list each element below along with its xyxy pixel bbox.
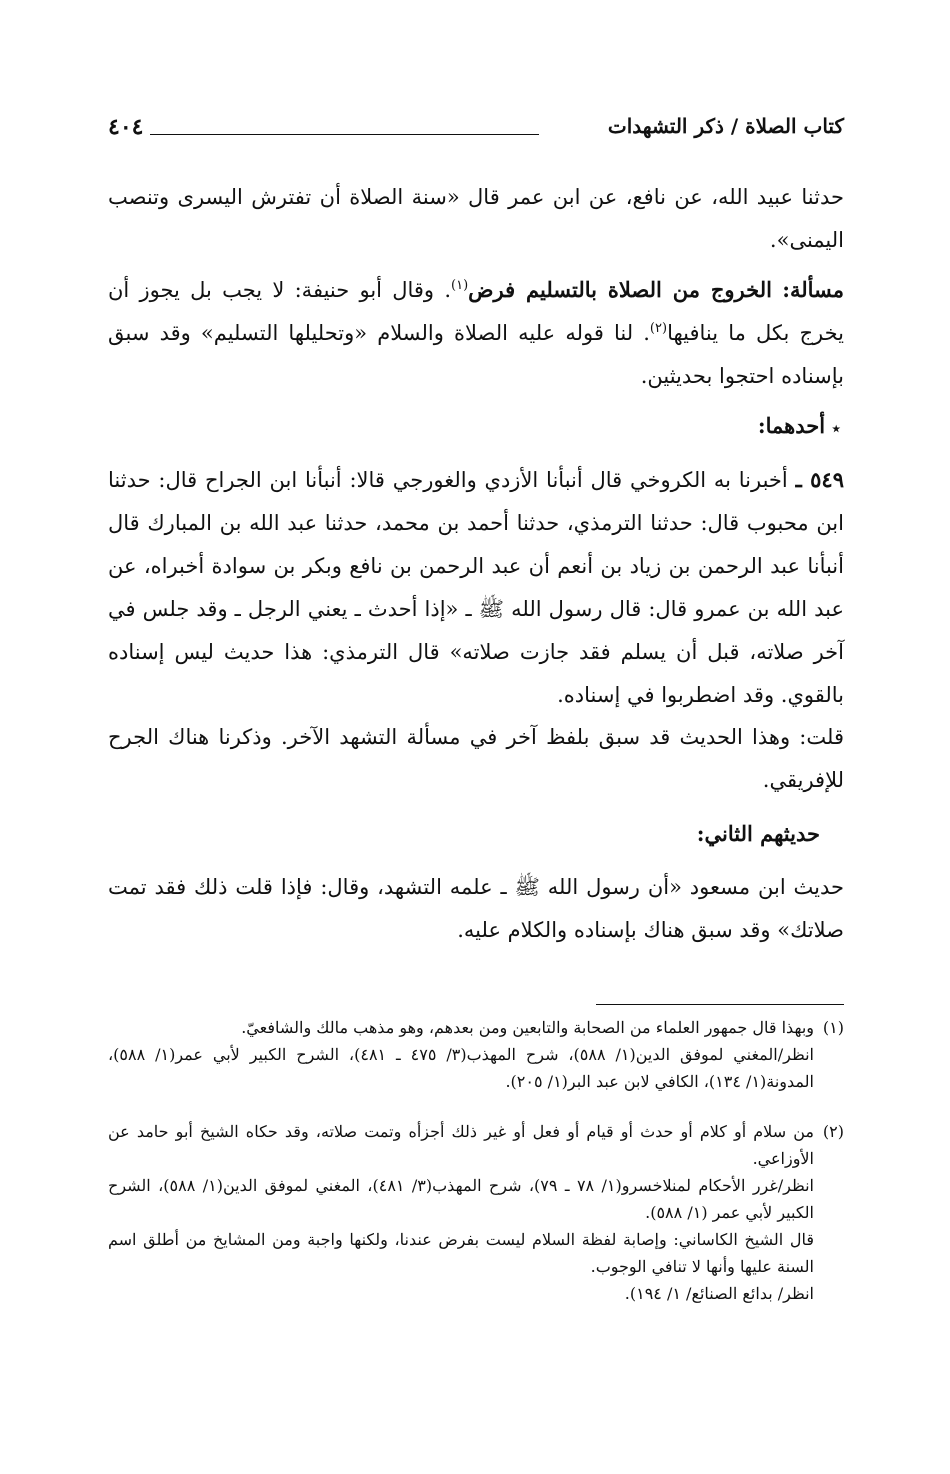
hadith-number: ٥٤٩ ـ: [795, 467, 844, 492]
footnote-1-number: (١): [822, 1018, 844, 1037]
issue-label: مسألة:: [782, 277, 844, 302]
paragraph-issue: [108, 268, 844, 398]
subheading-first-text: أحدهما:: [757, 413, 826, 438]
issue-statement: الخروج من الصلاة بالتسليم فرض: [468, 277, 772, 302]
footnote-2-line-2: انظر/غرر الأحكام لمنلاخسرو(١/ ٧٨ ـ ٧٩)، شرح المهذب(٣/ ٤٨١)، المغني لموفق الدين(١/ ٥٨٨)، الشرح الكبير لأبي عمر (١/ ٥٨٨).: [108, 1176, 814, 1222]
header-rule: [150, 134, 539, 135]
footnote-1-line-1: وبهذا قال جمهور العلماء من الصحابة والتابعين ومن بعدهم، وهو مذهب مالك والشافعيّ.: [241, 1018, 814, 1037]
footnote-1-line-2: انظر/المغني لموفق الدين(١/ ٥٨٨)، شرح المهذب(٣/ ٤٧٥ ـ ٤٨١)، الشرح الكبير لأبي عمر(١/ ٥٨٨)، المدونة(١/ ١٣٤)، الكافي لابن عبد البر(١/ ٢٠٥).: [108, 1045, 814, 1091]
paragraph-ibn-masud: حديث ابن مسعود «أن رسول الله ﷺ ـ علمه التشهد، وقال: فإذا قلت ذلك فقد تمت صلاتك» وقد سبق هناك بإسناده والكلام عليه.: [108, 875, 844, 942]
footnote-ref-2[interactable]: (٢): [649, 321, 668, 336]
issue-text-a: . وقال أبو حنيفة: لا يجب بل يجوز أن يخرج بكل ما ينافيها: [108, 278, 844, 345]
paragraph-qultu: قلت: وهذا الحديث قد سبق بلفظ آخر في مسألة التشهد الآخر. وذكرنا هناك الجرح للإفريقي.: [108, 725, 844, 792]
hadith-549: [108, 458, 844, 717]
footnote-2-number: (٢): [822, 1122, 844, 1141]
hadith-text: أخبرنا به الكروخي قال أنبأنا الأزدي والغورجي قالا: أنبأنا ابن الجراح قال: حدثنا ابن محبوب قال: حدثنا الترمذي، حدثنا أحمد بن محمد، حدثنا عبد الله بن المبارك قال أنبأنا عبد الرحمن بن زياد بن أنعم أن عبد الرحمن بن نافع وبكر بن سوادة أخبراه، عن عبد الله بن عمرو قال: قال رسول الله ﷺ ـ «إذا أحدث ـ يعني الرجل ـ وقد جلس في آخر صلاته، قبل أن يسلم فقد جازت صلاته» قال الترمذي: هذا حديث ليس إسناده بالقوي. وقد اضطربوا في إسناده.: [108, 468, 844, 707]
paragraph-1: حدثنا عبيد الله، عن نافع، عن ابن عمر قال «سنة الصلاة أن تفترش اليسرى وتنصب اليمنى».: [108, 185, 844, 252]
star-marker: ٭: [832, 421, 840, 437]
footnote-2-line-4: انظر/ بدائع الصنائع/ ١/ ١٩٤).: [624, 1284, 814, 1303]
footnote-2-line-3: قال الشيخ الكاساني: وإصابة لفظة السلام ليست بفرض عندنا، ولكنها واجبة ومن المشايخ من أطلق اسم السنة عليها وأنها لا تنافي الوجوب.: [108, 1230, 814, 1276]
page-header: [108, 112, 844, 148]
issue-text-b: . لنا قوله عليه الصلاة والسلام «وتحليلها التسليم» وقد سبق بإسناده احتجوا بحديثين.: [108, 321, 844, 388]
footnote-1: [108, 1014, 844, 1095]
header-title: كتاب الصلاة / ذكر التشهدات: [607, 114, 844, 138]
footnote-separator: [596, 1004, 844, 1005]
footnote-2-line-1: من سلام أو كلام أو حدث أو قيام أو فعل أو غير ذلك أجزأه وتمت صلاته، وقد حكاه الشيخ أبو حامد عن الأوزاعي.: [108, 1122, 814, 1168]
page-number: ٤٠٤: [108, 114, 144, 140]
footnote-2: [108, 1118, 844, 1307]
footnote-ref-1[interactable]: (١): [451, 278, 469, 293]
subheading-first: [108, 404, 844, 451]
subheading-second: حديثهم الثاني:: [696, 821, 820, 846]
